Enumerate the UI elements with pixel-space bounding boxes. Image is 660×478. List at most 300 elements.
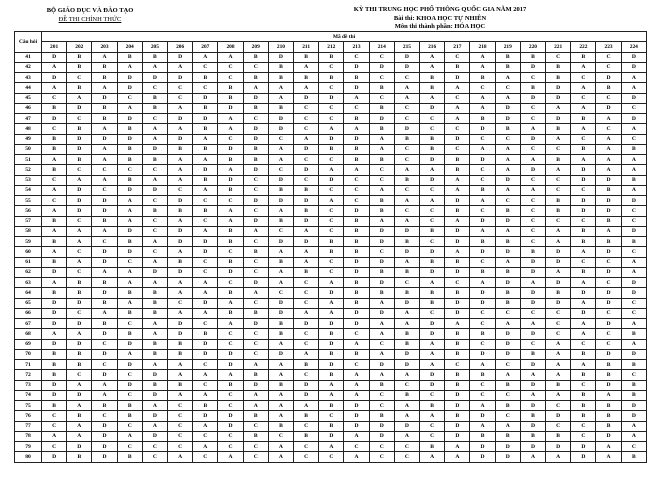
answer-cell: D: [520, 288, 545, 298]
answer-cell: C: [117, 390, 142, 400]
answer-cell: B: [546, 206, 571, 216]
answer-cell: A: [621, 185, 646, 195]
answer-cell: A: [168, 175, 193, 185]
answer-cell: B: [495, 401, 520, 411]
answer-cell: C: [218, 62, 243, 72]
exam-paper: Bài thi: KHOA HỌC TỰ NHIÊN: [393, 14, 487, 22]
table-row: [15, 134, 647, 144]
answer-cell: C: [67, 216, 92, 226]
answer-cell: B: [445, 370, 470, 380]
answer-cell: D: [42, 339, 67, 349]
answer-cell: C: [319, 114, 344, 124]
answer-cell: A: [268, 83, 293, 93]
table-row: [15, 339, 647, 349]
answer-cell: C: [394, 144, 419, 154]
answer-cell: D: [218, 175, 243, 185]
exam-code-218: 218: [470, 42, 495, 52]
answer-cell: C: [243, 267, 268, 277]
answer-cell: B: [243, 155, 268, 165]
answer-cell: B: [420, 144, 445, 154]
answer-cell: B: [445, 62, 470, 72]
answer-cell: A: [67, 175, 92, 185]
answer-cell: A: [394, 411, 419, 421]
answer-cell: C: [621, 134, 646, 144]
question-number: 61: [15, 257, 42, 267]
answer-cell: A: [394, 165, 419, 175]
answer-cell: B: [92, 298, 117, 308]
answer-cell: B: [571, 349, 596, 359]
answer-cell: D: [142, 267, 167, 277]
answer-cell: B: [243, 103, 268, 113]
answer-cell: A: [218, 114, 243, 124]
answer-cell: C: [495, 360, 520, 370]
exam-code-212: 212: [319, 42, 344, 52]
answer-cell: B: [520, 431, 545, 441]
answer-cell: A: [621, 339, 646, 349]
answer-cell: C: [243, 175, 268, 185]
answer-cell: B: [67, 124, 92, 134]
answer-cell: B: [67, 278, 92, 288]
answer-cell: D: [319, 93, 344, 103]
answer-cell: B: [596, 216, 621, 226]
answer-cell: B: [621, 452, 646, 462]
exam-code-header: Mã đề thi: [42, 32, 647, 42]
answer-cell: B: [394, 339, 419, 349]
question-number: 67: [15, 319, 42, 329]
answer-cell: B: [495, 267, 520, 277]
question-number: 78: [15, 431, 42, 441]
answer-cell: A: [520, 155, 545, 165]
answer-cell: A: [42, 278, 67, 288]
answer-cell: D: [344, 206, 369, 216]
answer-table: [14, 31, 647, 463]
answer-cell: C: [168, 298, 193, 308]
answer-cell: C: [495, 83, 520, 93]
answer-cell: D: [470, 298, 495, 308]
answer-cell: A: [571, 278, 596, 288]
answer-cell: B: [546, 196, 571, 206]
answer-cell: B: [596, 370, 621, 380]
answer-cell: B: [369, 288, 394, 298]
table-row: [15, 421, 647, 431]
answer-cell: A: [193, 390, 218, 400]
answer-cell: D: [319, 360, 344, 370]
answer-cell: A: [117, 62, 142, 72]
answer-cell: A: [218, 452, 243, 462]
answer-cell: C: [470, 257, 495, 267]
answer-cell: D: [495, 278, 520, 288]
answer-cell: A: [394, 319, 419, 329]
answer-cell: D: [42, 319, 67, 329]
answer-cell: A: [495, 93, 520, 103]
answer-cell: B: [117, 144, 142, 154]
answer-cell: B: [571, 144, 596, 154]
answer-cell: A: [621, 257, 646, 267]
answer-cell: C: [67, 370, 92, 380]
answer-cell: A: [546, 226, 571, 236]
answer-cell: D: [445, 431, 470, 441]
answer-cell: D: [520, 442, 545, 452]
answer-cell: B: [92, 216, 117, 226]
answer-cell: A: [243, 288, 268, 298]
answer-cell: D: [596, 349, 621, 359]
table-row: [15, 155, 647, 165]
exam-subject: Môn thi thành phần: HÓA HỌC: [394, 23, 486, 30]
answer-cell: A: [67, 257, 92, 267]
answer-cell: D: [495, 114, 520, 124]
answer-cell: A: [294, 62, 319, 72]
answer-cell: B: [168, 257, 193, 267]
answer-cell: A: [92, 155, 117, 165]
answer-cell: B: [319, 401, 344, 411]
answer-cell: A: [193, 442, 218, 452]
answer-cell: B: [67, 62, 92, 72]
answer-cell: A: [168, 390, 193, 400]
answer-cell: B: [193, 103, 218, 113]
answer-cell: B: [546, 124, 571, 134]
answer-cell: D: [294, 144, 319, 154]
answer-cell: A: [294, 349, 319, 359]
answer-cell: B: [470, 185, 495, 195]
answer-cell: C: [243, 442, 268, 452]
answer-cell: B: [268, 62, 293, 72]
answer-cell: D: [168, 52, 193, 62]
answer-cell: C: [470, 83, 495, 93]
answer-cell: A: [218, 206, 243, 216]
answer-cell: C: [369, 93, 394, 103]
answer-cell: C: [193, 431, 218, 441]
question-number: 48: [15, 124, 42, 134]
answer-cell: D: [420, 319, 445, 329]
answer-cell: C: [369, 442, 394, 452]
answer-cell: A: [546, 237, 571, 247]
answer-cell: C: [168, 431, 193, 441]
answer-cell: C: [596, 339, 621, 349]
answer-cell: B: [294, 431, 319, 441]
answer-cell: B: [546, 155, 571, 165]
answer-cell: D: [571, 206, 596, 216]
answer-cell: B: [394, 175, 419, 185]
answer-cell: A: [142, 134, 167, 144]
answer-cell: D: [394, 298, 419, 308]
answer-cell: B: [243, 144, 268, 154]
answer-cell: D: [117, 73, 142, 83]
answer-cell: D: [117, 83, 142, 93]
answer-cell: C: [596, 52, 621, 62]
answer-cell: A: [621, 165, 646, 175]
answer-cell: C: [294, 278, 319, 288]
answer-cell: B: [420, 298, 445, 308]
answer-cell: D: [67, 298, 92, 308]
answer-cell: D: [92, 452, 117, 462]
answer-cell: A: [268, 401, 293, 411]
answer-cell: A: [420, 339, 445, 349]
answer-cell: B: [168, 349, 193, 359]
answer-cell: A: [520, 390, 545, 400]
answer-cell: C: [420, 390, 445, 400]
answer-cell: B: [268, 421, 293, 431]
answer-cell: B: [42, 257, 67, 267]
answer-cell: A: [142, 175, 167, 185]
answer-cell: A: [369, 329, 394, 339]
answer-cell: A: [394, 93, 419, 103]
question-number: 42: [15, 62, 42, 72]
answer-cell: C: [470, 206, 495, 216]
answer-cell: C: [218, 442, 243, 452]
answer-cell: D: [344, 401, 369, 411]
answer-cell: C: [596, 257, 621, 267]
answer-cell: A: [42, 329, 67, 339]
answer-cell: A: [319, 308, 344, 318]
answer-cell: D: [92, 134, 117, 144]
answer-cell: B: [193, 175, 218, 185]
answer-cell: D: [142, 73, 167, 83]
answer-cell: C: [369, 452, 394, 462]
answer-cell: A: [470, 360, 495, 370]
answer-cell: A: [470, 52, 495, 62]
answer-cell: D: [168, 196, 193, 206]
answer-cell: A: [445, 319, 470, 329]
answer-cell: D: [445, 308, 470, 318]
answer-cell: D: [470, 442, 495, 452]
answer-cell: B: [596, 411, 621, 421]
answer-cell: C: [117, 257, 142, 267]
answer-cell: D: [67, 319, 92, 329]
answer-cell: A: [268, 370, 293, 380]
answer-cell: B: [243, 308, 268, 318]
answer-cell: C: [319, 452, 344, 462]
answer-cell: B: [168, 380, 193, 390]
table-row: [15, 401, 647, 411]
exam-code-213: 213: [344, 42, 369, 52]
answer-cell: D: [243, 165, 268, 175]
answer-cell: B: [394, 237, 419, 247]
question-number: 50: [15, 144, 42, 154]
answer-cell: D: [445, 196, 470, 206]
answer-cell: D: [445, 298, 470, 308]
answer-cell: C: [470, 165, 495, 175]
answer-cell: B: [193, 73, 218, 83]
answer-cell: A: [117, 206, 142, 216]
table-row: [15, 308, 647, 318]
answer-cell: C: [268, 165, 293, 175]
answer-cell: A: [470, 196, 495, 206]
answer-cell: A: [193, 52, 218, 62]
answer-cell: D: [67, 339, 92, 349]
table-row: [15, 349, 647, 359]
answer-cell: C: [42, 93, 67, 103]
answer-cell: C: [42, 421, 67, 431]
answer-cell: C: [117, 421, 142, 431]
table-row: [15, 319, 647, 329]
answer-cell: D: [42, 52, 67, 62]
answer-cell: D: [92, 247, 117, 257]
answer-cell: A: [445, 175, 470, 185]
answer-cell: D: [218, 411, 243, 421]
answer-cell: D: [92, 93, 117, 103]
answer-cell: D: [193, 165, 218, 175]
question-number: 64: [15, 288, 42, 298]
answer-cell: D: [369, 226, 394, 236]
answer-cell: B: [42, 401, 67, 411]
answer-cell: D: [142, 411, 167, 421]
answer-cell: A: [344, 165, 369, 175]
answer-cell: A: [243, 360, 268, 370]
answer-cell: B: [621, 237, 646, 247]
answer-cell: D: [596, 103, 621, 113]
answer-cell: A: [596, 226, 621, 236]
answer-cell: A: [218, 124, 243, 134]
answer-cell: B: [394, 390, 419, 400]
answer-cell: C: [294, 370, 319, 380]
answer-cell: C: [420, 421, 445, 431]
answer-cell: C: [394, 452, 419, 462]
answer-cell: C: [520, 103, 545, 113]
answer-cell: C: [67, 165, 92, 175]
question-number: 51: [15, 155, 42, 165]
answer-cell: A: [142, 278, 167, 288]
answer-cell: D: [168, 237, 193, 247]
issuer-header: [30, 6, 150, 24]
answer-cell: D: [520, 134, 545, 144]
answer-cell: A: [92, 52, 117, 62]
answer-cell: A: [596, 134, 621, 144]
answer-cell: C: [142, 226, 167, 236]
answer-cell: B: [319, 349, 344, 359]
answer-cell: C: [92, 165, 117, 175]
exam-code-203: 203: [92, 42, 117, 52]
answer-cell: D: [596, 319, 621, 329]
question-number: 77: [15, 421, 42, 431]
answer-cell: B: [142, 103, 167, 113]
answer-cell: A: [168, 124, 193, 134]
answer-cell: D: [520, 380, 545, 390]
answer-cell: D: [420, 175, 445, 185]
answer-cell: C: [193, 319, 218, 329]
answer-cell: A: [168, 155, 193, 165]
answer-cell: A: [344, 390, 369, 400]
answer-cell: C: [218, 329, 243, 339]
answer-cell: C: [294, 124, 319, 134]
answer-cell: B: [445, 257, 470, 267]
answer-cell: A: [596, 452, 621, 462]
table-row: [15, 206, 647, 216]
answer-cell: C: [243, 257, 268, 267]
answer-cell: A: [142, 257, 167, 267]
answer-cell: C: [218, 134, 243, 144]
answer-cell: A: [495, 155, 520, 165]
answer-cell: B: [218, 288, 243, 298]
answer-cell: B: [420, 134, 445, 144]
table-row: [15, 165, 647, 175]
answer-cell: A: [168, 247, 193, 257]
answer-cell: D: [117, 185, 142, 195]
answer-cell: C: [470, 175, 495, 185]
answer-cell: B: [142, 155, 167, 165]
answer-cell: B: [117, 411, 142, 421]
answer-cell: A: [168, 452, 193, 462]
answer-cell: C: [344, 360, 369, 370]
answer-cell: D: [168, 226, 193, 236]
answer-cell: B: [621, 329, 646, 339]
answer-cell: B: [117, 237, 142, 247]
answer-cell: B: [470, 370, 495, 380]
answer-cell: B: [142, 288, 167, 298]
answer-cell: B: [344, 237, 369, 247]
answer-cell: A: [394, 431, 419, 441]
answer-cell: D: [294, 196, 319, 206]
answer-cell: A: [420, 349, 445, 359]
answer-cell: C: [394, 278, 419, 288]
answer-cell: D: [42, 380, 67, 390]
answer-cell: A: [546, 370, 571, 380]
answer-cell: D: [420, 267, 445, 277]
answer-cell: B: [420, 257, 445, 267]
answer-cell: A: [268, 442, 293, 452]
answer-cell: B: [495, 124, 520, 134]
answer-cell: C: [319, 62, 344, 72]
answer-cell: C: [520, 308, 545, 318]
exam-code-206: 206: [168, 42, 193, 52]
answer-cell: B: [495, 298, 520, 308]
answer-cell: B: [344, 349, 369, 359]
answer-cell: C: [42, 124, 67, 134]
answer-cell: B: [420, 401, 445, 411]
answer-cell: B: [546, 73, 571, 83]
answer-cell: B: [218, 237, 243, 247]
answer-cell: A: [142, 401, 167, 411]
answer-cell: A: [67, 226, 92, 236]
answer-cell: A: [42, 62, 67, 72]
answer-cell: A: [520, 319, 545, 329]
question-number: 54: [15, 185, 42, 195]
question-number: 69: [15, 339, 42, 349]
answer-cell: A: [420, 62, 445, 72]
answer-cell: C: [546, 319, 571, 329]
table-row: [15, 360, 647, 370]
answer-cell: D: [394, 360, 419, 370]
answer-cell: D: [344, 62, 369, 72]
answer-cell: A: [268, 452, 293, 462]
answer-cell: B: [117, 288, 142, 298]
answer-cell: C: [546, 308, 571, 318]
answer-cell: A: [268, 390, 293, 400]
answer-cell: C: [319, 216, 344, 226]
answer-cell: A: [319, 165, 344, 175]
answer-cell: B: [42, 237, 67, 247]
answer-cell: A: [520, 278, 545, 288]
answer-cell: A: [495, 370, 520, 380]
answer-cell: B: [117, 52, 142, 62]
answer-cell: B: [193, 124, 218, 134]
answer-cell: C: [571, 257, 596, 267]
answer-cell: A: [470, 226, 495, 236]
answer-cell: C: [67, 308, 92, 318]
answer-cell: C: [319, 206, 344, 216]
answer-cell: B: [42, 144, 67, 154]
answer-cell: D: [571, 175, 596, 185]
answer-cell: B: [294, 360, 319, 370]
answer-cell: D: [142, 390, 167, 400]
answer-cell: D: [243, 278, 268, 288]
answer-cell: C: [420, 216, 445, 226]
table-header-row: [15, 32, 647, 42]
answer-cell: A: [193, 134, 218, 144]
answer-cell: A: [319, 298, 344, 308]
answer-cell: C: [67, 73, 92, 83]
answer-cell: D: [344, 421, 369, 431]
answer-cell: A: [621, 267, 646, 277]
